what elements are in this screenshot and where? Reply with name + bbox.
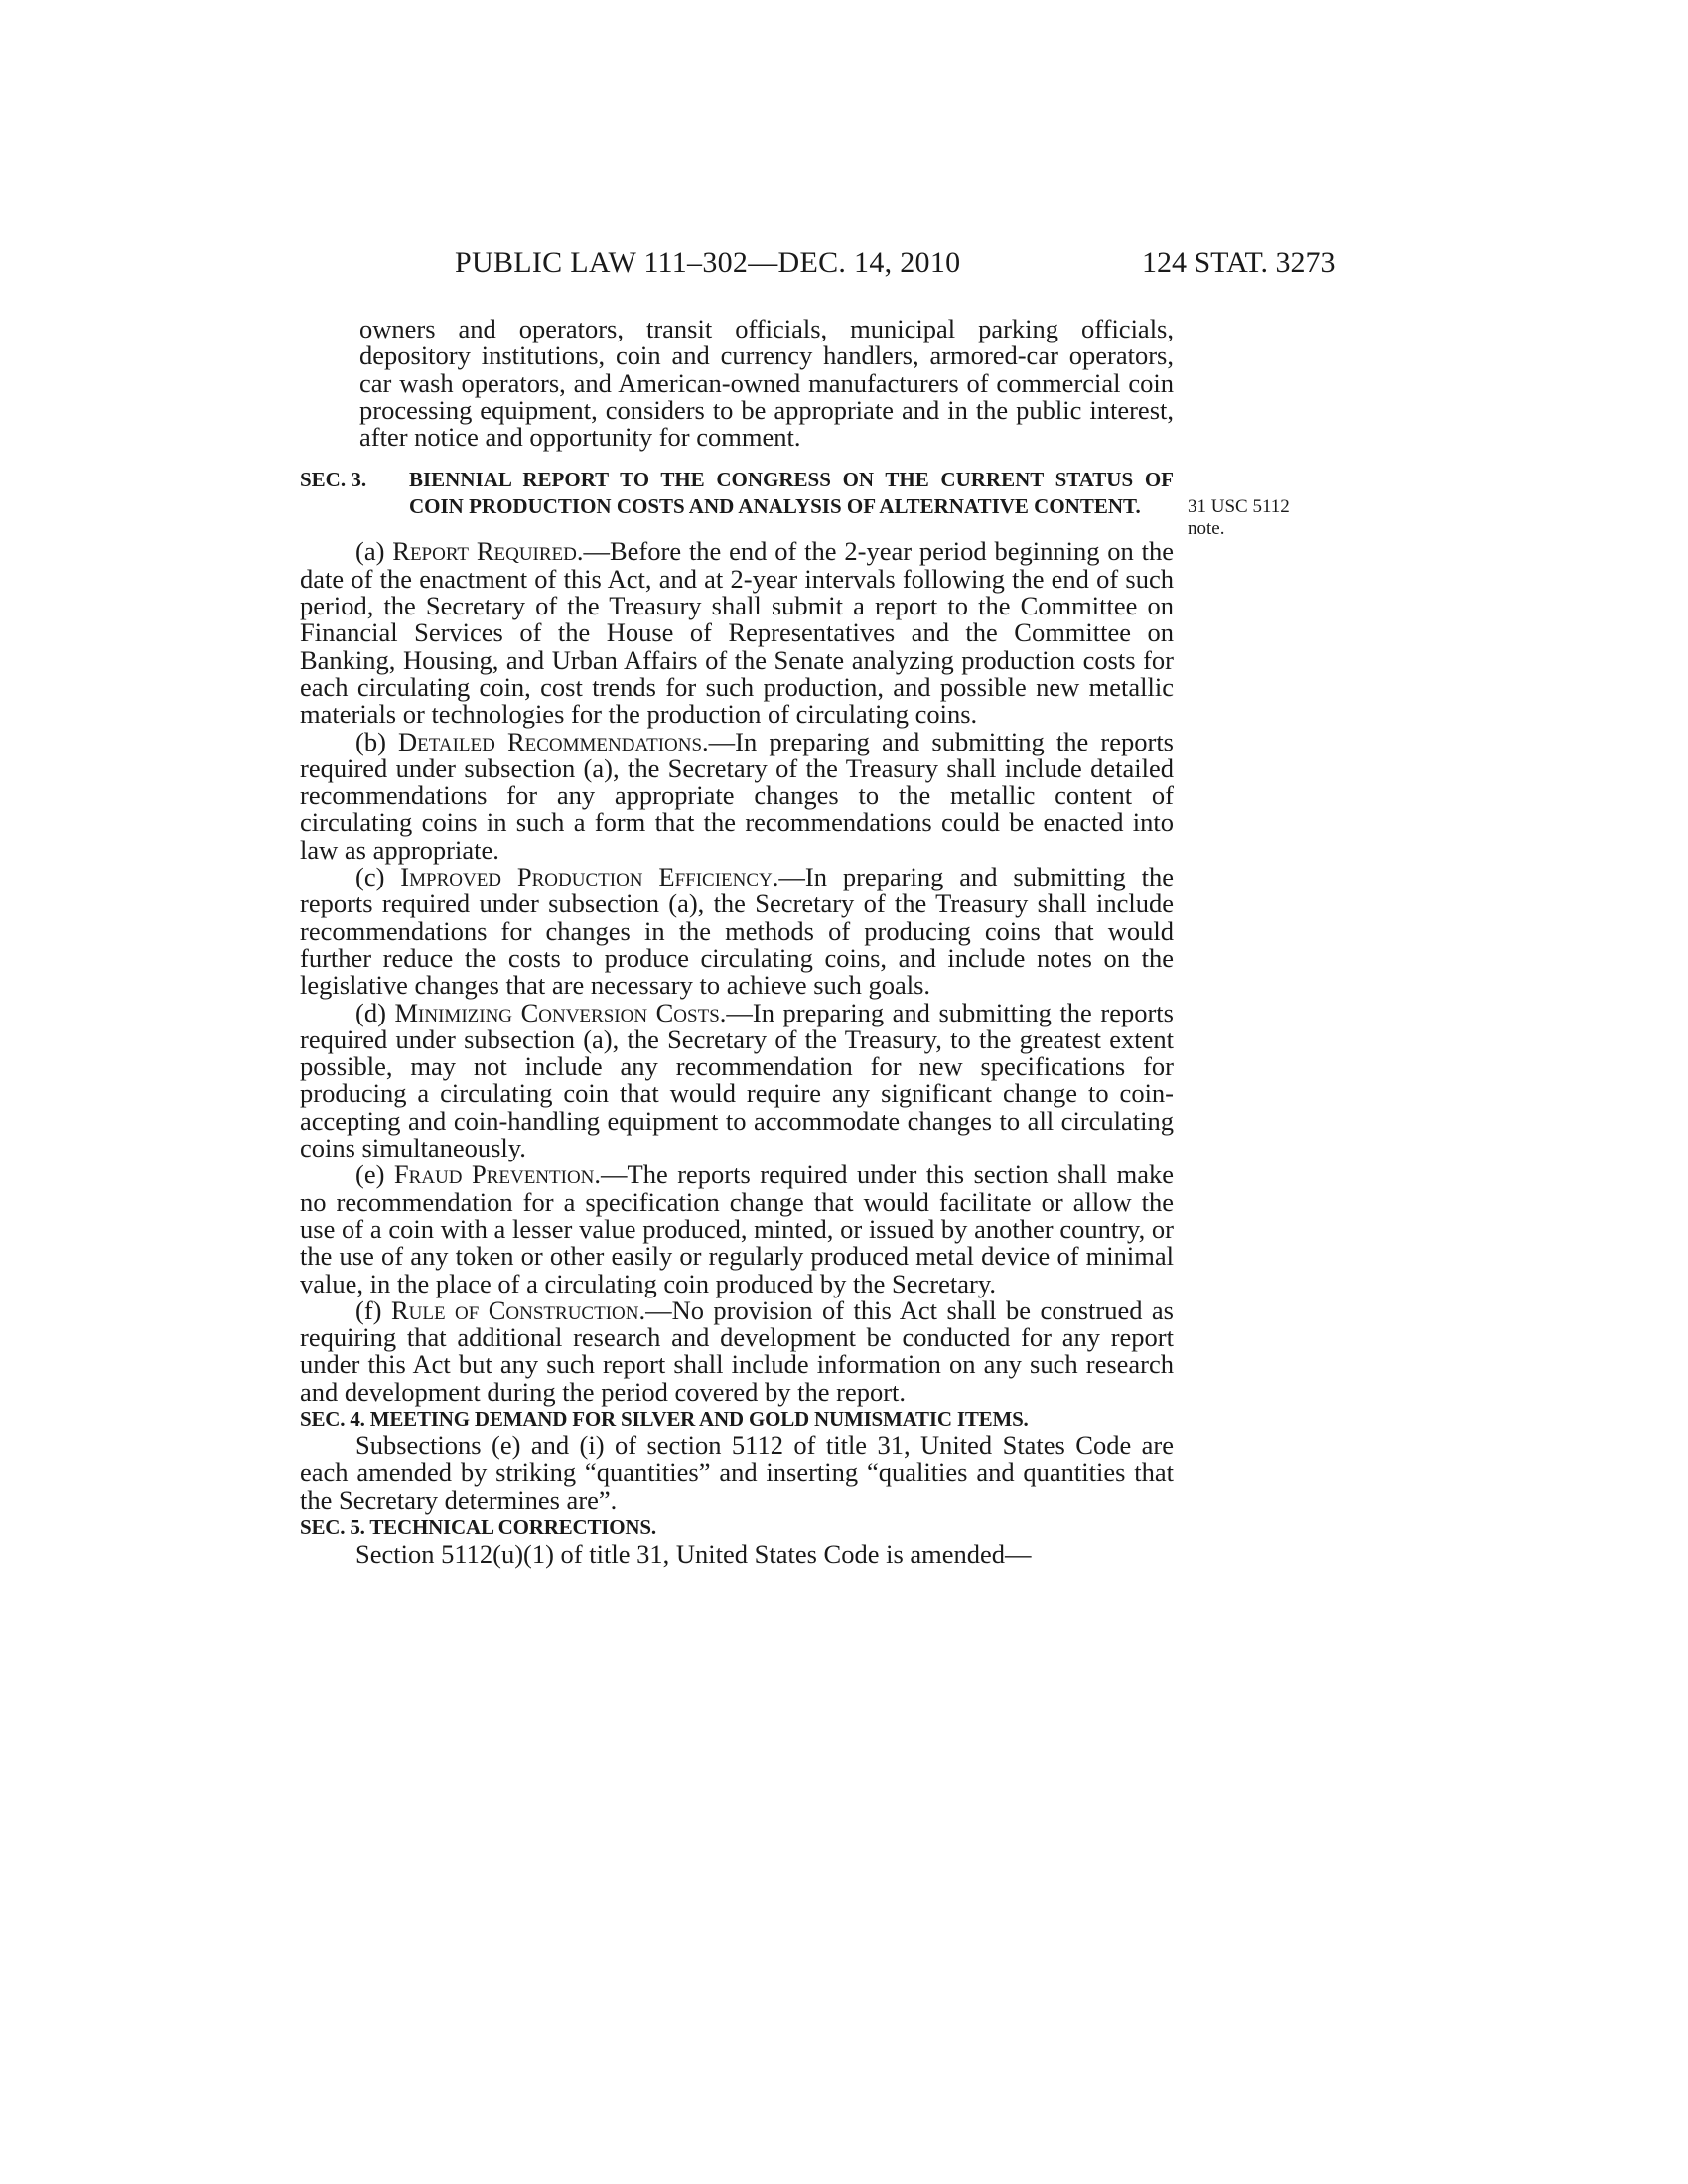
sec4-heading: SEC. 4. MEETING DEMAND FOR SILVER AND GOLD NUMISMATIC ITEMS. — [300, 1406, 1029, 1431]
margin-note — [1188, 496, 1346, 540]
margin-note-citation: 31 USC 5112 — [1188, 496, 1290, 517]
para-marker: (e) — [355, 1160, 385, 1190]
para-text: —The reports required under this section shall make no recommendation for a specification change that would facilitate or allow the use of a coin with a lesser value produced, minted, or issued by another country, or the use of any token or other easily or regularly produced metal device of minimal value, in the place of a circulating coin produced by the Secretary. — [300, 1160, 1175, 1298]
sec3-paragraph-f — [300, 1297, 1174, 1406]
sec3-paragraph-c — [300, 864, 1174, 999]
sec3-number: SEC. 3. — [300, 468, 367, 492]
para-marker: (c) — [355, 862, 385, 892]
sec3-paragraph-e — [300, 1161, 1174, 1297]
sec3-paragraph-d — [300, 997, 1174, 1163]
sec4-paragraph: Subsections (e) and (i) of section 5112 of title 31, United States Code are each amended by striking “quantities” and inserting “qualities and quantities that the Secretary determines are”. — [300, 1430, 1174, 1515]
para-marker: (d) — [355, 997, 386, 1027]
sec3-paragraph-a — [300, 538, 1174, 728]
para-marker: (b) — [355, 726, 386, 756]
para-marker: (a) — [355, 536, 385, 567]
para-heading: Fraud Prevention. — [393, 1160, 602, 1190]
para-heading: Rule of Construction. — [390, 1295, 646, 1325]
document-body — [300, 316, 1174, 1568]
sec5-heading: SEC. 5. TECHNICAL CORRECTIONS. — [300, 1514, 656, 1539]
margin-note-suffix: note. — [1188, 518, 1225, 539]
sec3-paragraph-b — [300, 726, 1174, 865]
para-text: —No provision of this Act shall be construed as requiring that additional research and development be conducted for any report under this Act but any such report shall include information on any such research and development during the period covered by the report. — [300, 1295, 1174, 1407]
para-heading: Detailed Recommendations. — [398, 726, 709, 756]
para-text: —In preparing and submitting the reports required under subsection (a), the Secretary of the Treasury, to the greatest extent possible, may not include any recommendation for new specifications for producing a circulating coin that would require any significant change to coin-accepting and coin-handling equipment to accommodate changes to all circulating coins simultaneously. — [300, 997, 1174, 1163]
running-header-page: 124 STAT. 3273 — [1142, 246, 1336, 279]
para-heading: Report Required. — [392, 536, 584, 567]
para-heading: Minimizing Conversion Costs. — [394, 997, 727, 1027]
para-heading: Improved Production Efficiency. — [400, 862, 779, 892]
para-text: —In preparing and submitting the reports required under subsection (a), the Secretary of the Treasury shall include recommendations for changes in the methods of producing coins that would further reduce the costs to produce circulating coins, and include notes on the legislative changes that are necessary to achieve such goals. — [300, 862, 1174, 1001]
sec3-heading — [300, 467, 1174, 520]
running-header-title: PUBLIC LAW 111–302—DEC. 14, 2010 — [455, 246, 961, 279]
para-marker: (f) — [355, 1295, 382, 1325]
sec3-title: BIENNIAL REPORT TO THE CONGRESS ON THE CURRENT STATUS OF COIN PRODUCTION COSTS AND ANALYSIS OF ALTERNATIVE CONTENT. — [409, 468, 1174, 519]
sec5-paragraph: Section 5112(u)(1) of title 31, United States Code is amended— — [355, 1538, 1032, 1569]
para-text: —In preparing and submitting the reports required under subsection (a), the Secretary of the Treasury shall include detailed recommendations for any appropriate changes to the metallic content of circulating coins in such a form that the recommendations could be enacted into law as appropriate. — [300, 726, 1174, 865]
para-text: —Before the end of the 2-year period beginning on the date of the enactment of this Act, and at 2-year intervals following the end of such period, the Secretary of the Treasury shall submit a report to the Committee on Financial Services of the House of Representatives and the Committee on Banking, Housing, and Urban Affairs of the Senate analyzing production costs for each circulating coin, cost trends for such production, and possible new metallic materials or technologies for the production of circulating coins. — [300, 536, 1174, 730]
continuation-paragraph: owners and operators, transit officials, municipal parking officials, depository institutions, coin and currency handlers, armored-car operators, car wash operators, and American-owned manufacturers of commercial coin processing equipment, considers to be appropriate and in the public interest, after notice and opportunity for comment. — [359, 314, 1174, 453]
